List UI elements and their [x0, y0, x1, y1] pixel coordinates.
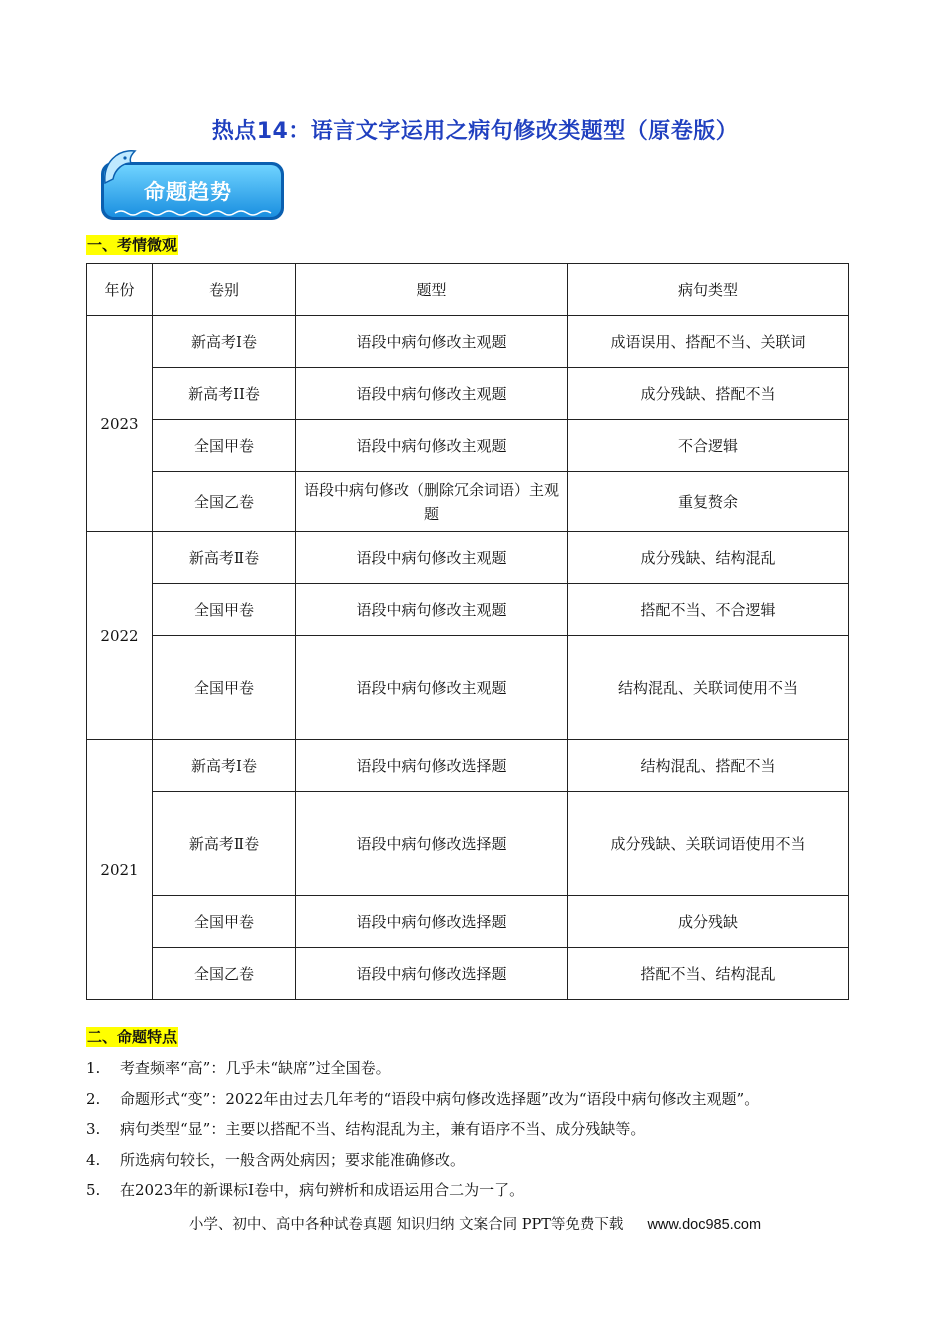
list-item-number: 1.: [86, 1059, 101, 1077]
type-cell: 语段中病句修改选择题: [296, 948, 568, 1000]
error-cell: 成分残缺: [568, 896, 849, 948]
list-item-number: 5.: [86, 1181, 101, 1199]
paper-cell: 新高考I卷: [153, 316, 296, 368]
table-row: [87, 636, 849, 740]
type-cell: 语段中病句修改主观题: [296, 420, 568, 472]
table-row: [87, 740, 849, 792]
list-item-text: 考查频率“高”：几乎未“缺席”过全国卷。: [120, 1059, 391, 1077]
table-row: [87, 420, 849, 472]
list-item-text: 在2023年的新课标I卷中，病句辨析和成语运用合二为一了。: [120, 1181, 525, 1199]
section-heading-overview: 一、考情微观: [87, 236, 178, 254]
badge-label: 命题趋势: [144, 180, 232, 204]
table-row: [87, 532, 849, 584]
list-item: [86, 1145, 886, 1176]
type-cell: 语段中病句修改选择题: [296, 792, 568, 896]
footer: [0, 1213, 950, 1234]
type-cell: 语段中病句修改主观题: [296, 532, 568, 584]
year-cell: 2023: [87, 316, 153, 532]
list-item-text: 病句类型“显”：主要以搭配不当、结构混乱为主，兼有语序不当、成分残缺等。: [120, 1120, 646, 1138]
list-item-text: 所选病句较长，一般含两处病因；要求能准确修改。: [120, 1150, 466, 1169]
error-cell: 结构混乱、关联词使用不当: [568, 636, 849, 740]
error-cell: 重复赘余: [568, 472, 849, 532]
header-error-type: 病句类型: [568, 264, 849, 316]
table-row: [87, 792, 849, 896]
table-row: [87, 948, 849, 1000]
error-cell: 成分残缺、结构混乱: [568, 532, 849, 584]
paper-cell: 全国甲卷: [153, 896, 296, 948]
paper-cell: 新高考II卷: [153, 368, 296, 420]
year-cell: 2021: [87, 740, 153, 1000]
list-item: [86, 1114, 886, 1145]
list-item: [86, 1175, 886, 1206]
paper-cell: 新高考Ⅰ卷: [153, 740, 296, 792]
features-list: [86, 1053, 886, 1206]
table-row: [87, 316, 849, 368]
paper-cell: 新高考Ⅱ卷: [153, 792, 296, 896]
table-row: [87, 584, 849, 636]
error-cell: 搭配不当、结构混乱: [568, 948, 849, 1000]
list-item-text: 命题形式“变”：2022年由过去几年考的“语段中病句修改选择题”改为“语段中病句修改主观题”。: [120, 1089, 760, 1108]
error-cell: 成分残缺、关联词语使用不当: [568, 792, 849, 896]
header-year: 年份: [87, 264, 153, 316]
table-row: [87, 472, 849, 532]
paper-cell: 全国乙卷: [153, 472, 296, 532]
table-row: [87, 896, 849, 948]
list-item-number: 4.: [86, 1150, 101, 1169]
error-cell: 搭配不当、不合逻辑: [568, 584, 849, 636]
header-question-type: 题型: [296, 264, 568, 316]
type-cell: 语段中病句修改（删除冗余词语）主观题: [296, 472, 568, 532]
footer-url-link[interactable]: www.doc985.com: [647, 1217, 762, 1233]
paper-cell: 全国乙卷: [153, 948, 296, 1000]
error-cell: 成语误用、搭配不当、关联词: [568, 316, 849, 368]
section-heading-features: 二、命题特点: [87, 1028, 178, 1046]
table-header-row: [87, 264, 849, 316]
page-title: 热点14：语言文字运用之病句修改类题型（原卷版）: [211, 119, 739, 144]
list-item-number: 3.: [86, 1120, 101, 1138]
paper-cell: 全国甲卷: [153, 584, 296, 636]
paper-cell: 全国甲卷: [153, 420, 296, 472]
paper-cell: 全国甲卷: [153, 636, 296, 740]
error-cell: 结构混乱、搭配不当: [568, 740, 849, 792]
type-cell: 语段中病句修改主观题: [296, 368, 568, 420]
footer-text: 小学、初中、高中各种试卷真题 知识归纳 文案合同 PPT等免费下载: [188, 1217, 624, 1233]
table-row: [87, 368, 849, 420]
error-cell: 成分残缺、搭配不当: [568, 368, 849, 420]
type-cell: 语段中病句修改主观题: [296, 584, 568, 636]
list-item-number: 2.: [86, 1089, 101, 1108]
type-cell: 语段中病句修改主观题: [296, 316, 568, 368]
error-cell: 不合逻辑: [568, 420, 849, 472]
type-cell: 语段中病句修改主观题: [296, 636, 568, 740]
list-item: [86, 1053, 886, 1084]
list-item: [86, 1084, 886, 1115]
type-cell: 语段中病句修改选择题: [296, 740, 568, 792]
year-cell: 2022: [87, 532, 153, 740]
paper-cell: 新高考Ⅱ卷: [153, 532, 296, 584]
header-paper: 卷别: [153, 264, 296, 316]
exam-table: [86, 263, 849, 1000]
type-cell: 语段中病句修改选择题: [296, 896, 568, 948]
